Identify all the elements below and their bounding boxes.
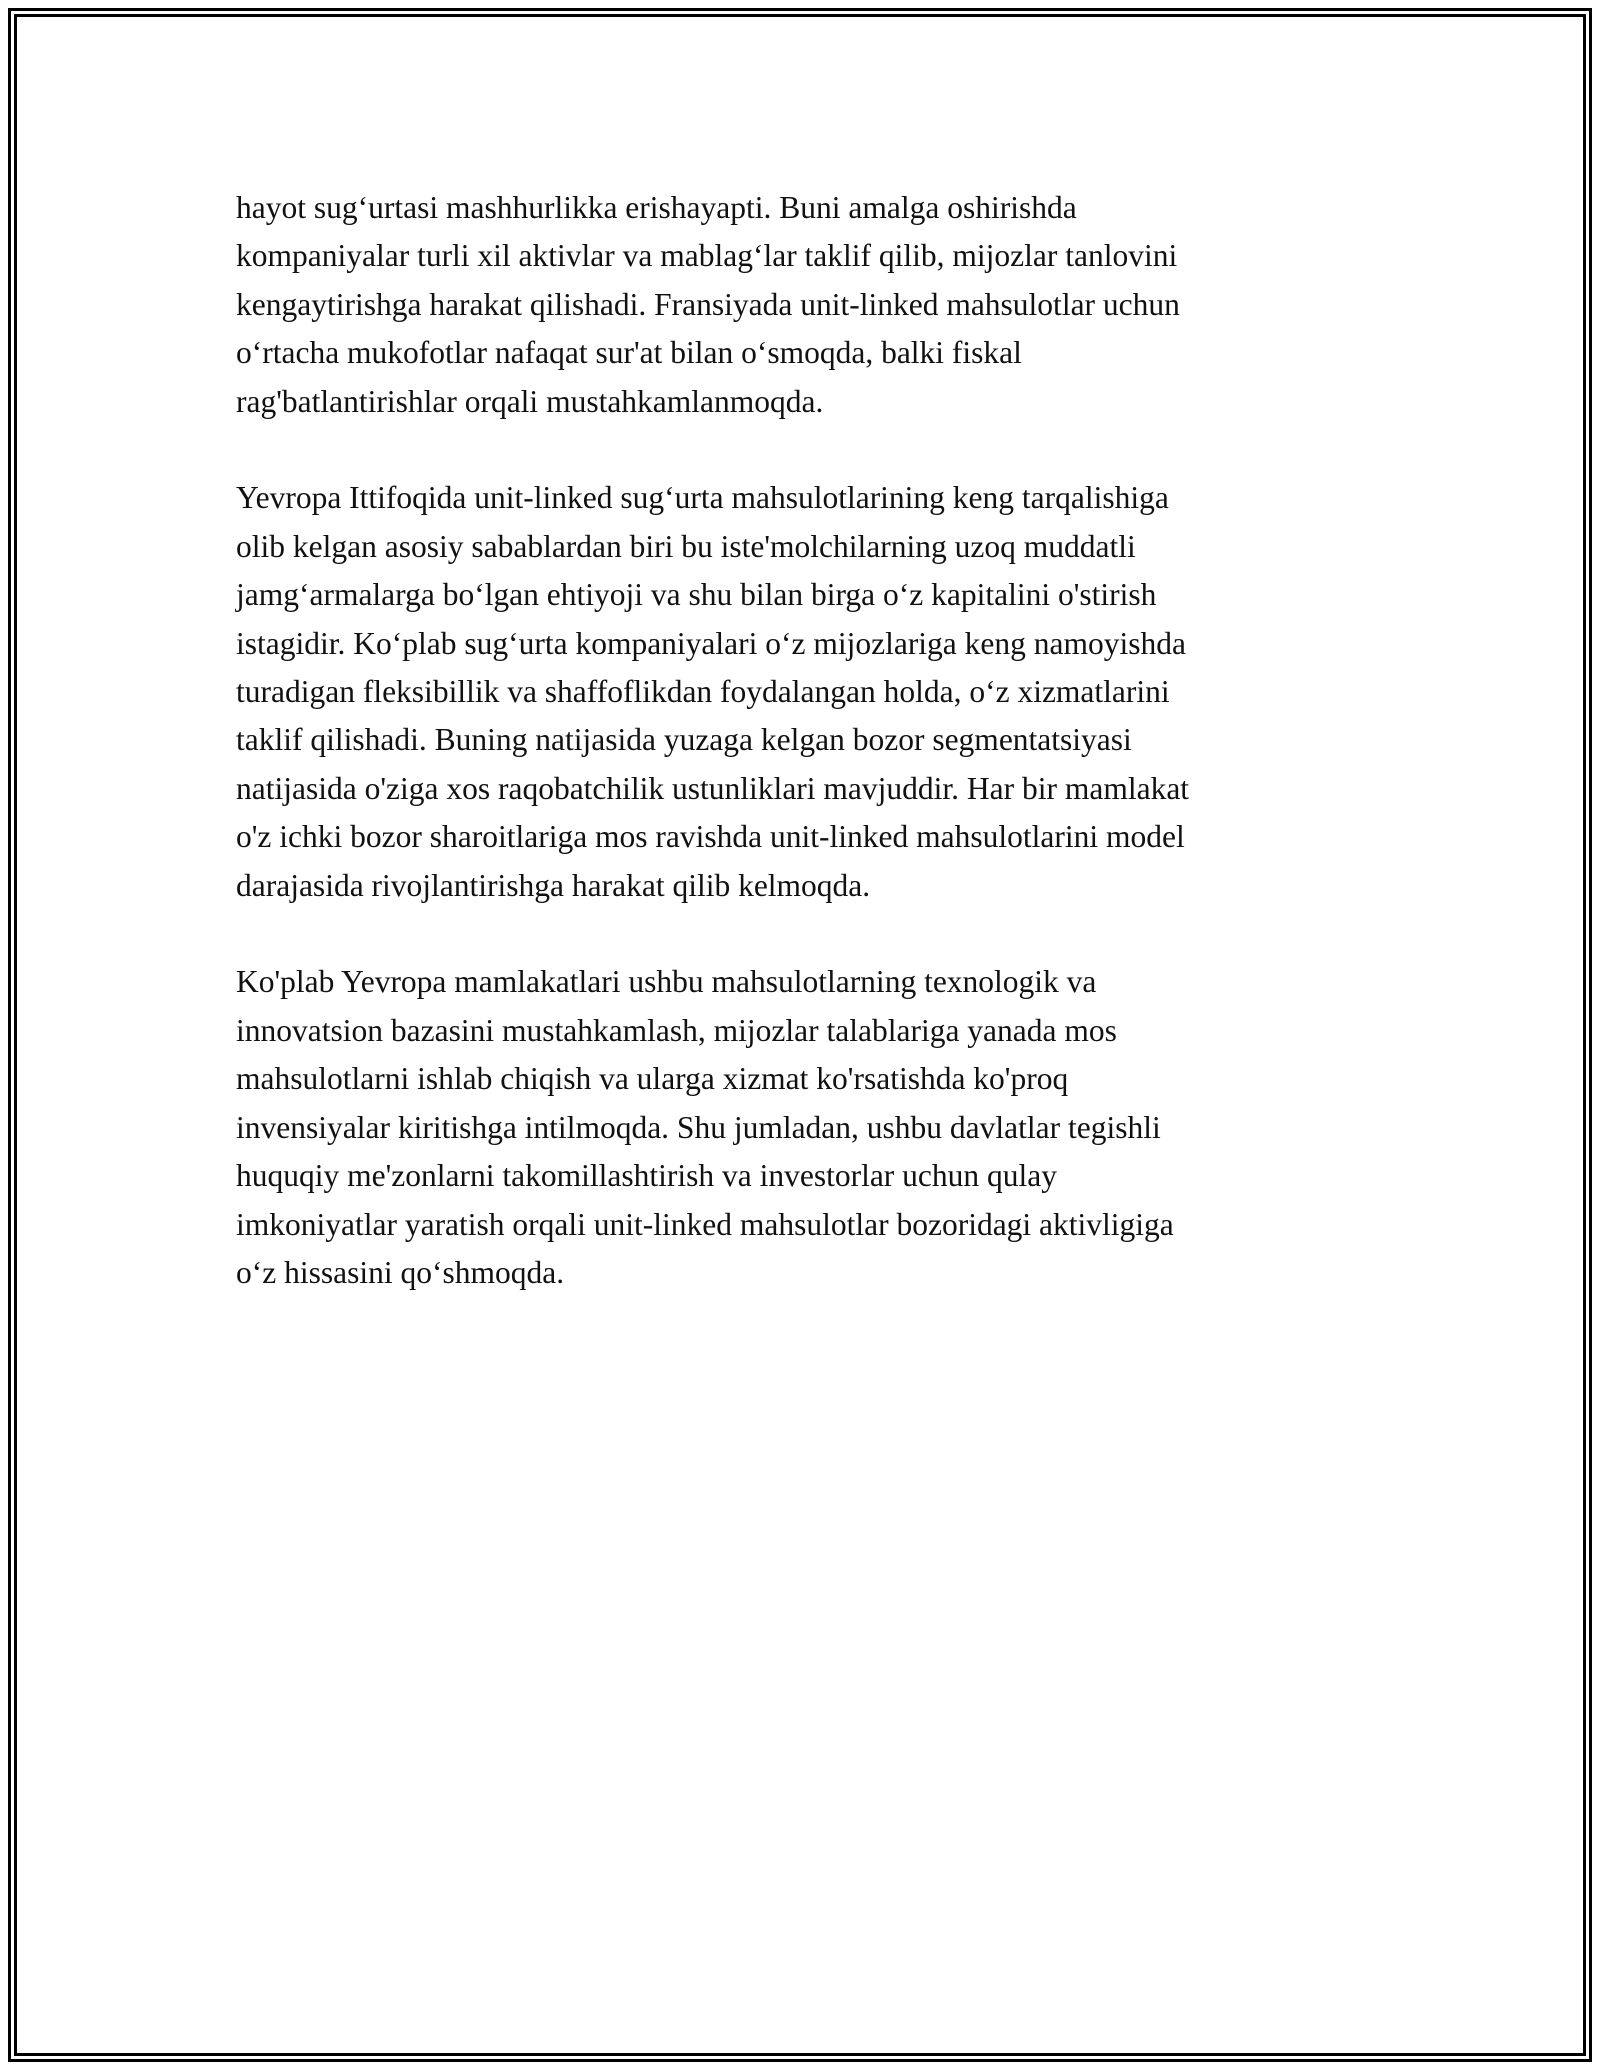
paragraph-3: Ko'plab Yevropa mamlakatlari ushbu mahsulotlarning texnologik va innovatsion bazasini mustahkamlash, mijozlar talablariga yanada mos mahsulotlarni ishlab chiqish va ularga xizmat ko'rsatishda ko'proq invensiyalar kiritishga intilmoqda. Shu jumladan, ushbu davlatlar tegishli huquqiy me'zonlarni takomillashtirish va investorlar uchun qulay imkoniyatlar yaratish orqali unit-linked mahsulotlar bozoridagi aktivligiga o‘z hissasini qo‘shmoqda.: [236, 964, 1174, 1290]
document-body: [236, 184, 1366, 1346]
paragraph-2: Yevropa Ittifoqida unit-linked sug‘urta mahsulotlarining keng tarqalishiga olib kelgan asosiy sabablardan biri bu iste'molchilarning uzoq muddatli jamg‘armalarga bo‘lgan ehtiyoji va shu bilan birga o‘z kapitalini o'stirish istagidir. Ko‘plab sug‘urta kompaniyalari o‘z mijozlariga keng namoyishda turadigan fleksibillik va shaffoflikdan foydalangan holda, o‘z xizmatlarini taklif qilishadi. Buning natijasida yuzaga kelgan bozor segmentatsiyasi natijasida o'ziga xos raqobatchilik ustunliklari mavjuddir. Har bir mamlakat o'z ichki bozor sharoitlariga mos ravishda unit-linked mahsulotlarini model darajasida rivojlantirishga harakat qilib kelmoqda.: [236, 480, 1190, 903]
paragraph-1: hayot sug‘urtasi mashhurlikka erishayapti. Buni amalga oshirishda kompaniyalar turli xil aktivlar va mablag‘lar taklif qilib, mijozlar tanlovini kengaytirishga harakat qilishadi. Fransiyada unit-linked mahsulotlar uchun o‘rtacha mukofotlar nafaqat sur'at bilan o‘smoqda, balki fiskal rag'batlantirishlar orqali mustahkamlanmoqda.: [236, 190, 1180, 419]
